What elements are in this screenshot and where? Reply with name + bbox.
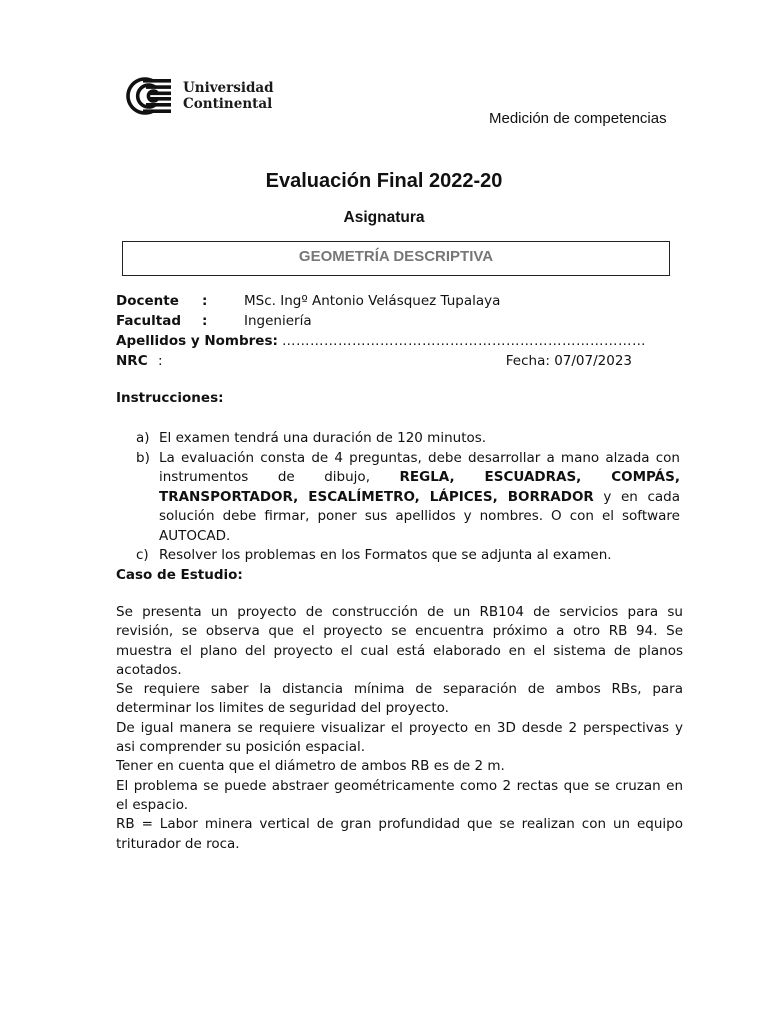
facultad-row xyxy=(116,312,676,332)
case-paragraph-5: El problema se puede abstraer geométricamente como 2 rectas que se cruzan en el espacio. xyxy=(116,777,683,813)
nrc-label: NRC xyxy=(116,353,148,369)
case-body xyxy=(116,603,683,854)
instruction-c xyxy=(116,546,680,566)
facultad-value: Ingeniería xyxy=(244,313,312,329)
apellidos-row xyxy=(116,332,676,352)
facultad-colon: : xyxy=(202,313,208,329)
subject-box: GEOMETRÍA DESCRIPTIVA xyxy=(122,241,670,276)
case-paragraph-3: De igual manera se requiere visualizar el proyecto en 3D desde 2 perspectivas y asi comprender su posición espacial. xyxy=(116,719,683,756)
instruction-a xyxy=(116,429,680,449)
case-paragraph-2: Se requiere saber la distancia mínima de separación de ambos RBs, para determinar los limites de seguridad del proyecto. xyxy=(116,681,683,717)
logo-text xyxy=(183,80,274,112)
apellidos-label: Apellidos y Nombres: xyxy=(116,333,278,349)
instructions-title: Instrucciones: xyxy=(116,390,224,406)
case-paragraph-1: Se presenta un proyecto de construcción de un RB104 de servicios para su revisión, se observa que el proyecto se encuentra próximo a otro RB 94. Se muestra el plano del proyecto el cual está elaborado en el sistema de planos acotados. xyxy=(116,604,683,678)
page-title: Evaluación Final 2022-20 xyxy=(265,170,503,192)
instruction-a-marker: a) xyxy=(136,430,150,446)
logo-line-1: Universidad xyxy=(183,80,274,96)
instruction-c-marker: c) xyxy=(136,547,149,563)
nrc-row xyxy=(116,352,676,372)
instruction-b-tools: REGLA, ESCUADRAS, COMPÁS, TRANSPORTADOR, ESCALÍMETRO, LÁPICES, BORRADOR xyxy=(159,469,680,505)
instruction-a-text: El examen tendrá una duración de 120 minutos. xyxy=(159,430,487,446)
instructions-list xyxy=(116,429,680,566)
nrc-colon: : xyxy=(158,353,163,369)
instruction-c-text: Resolver los problemas en los Formatos que se adjunta al examen. xyxy=(159,547,612,563)
university-logo xyxy=(113,76,274,116)
header-fields xyxy=(116,292,676,372)
case-paragraph-6: RB = Labor minera vertical de gran profundidad que se realizan con un equipo triturador de roca. xyxy=(116,816,683,852)
docente-value: MSc. Ingº Antonio Velásquez Tupalaya xyxy=(244,293,501,309)
instruction-b-text-1: La evaluación consta de 4 preguntas, debe desarrollar a mano alzada con instrumentos de dibujo, xyxy=(159,449,680,485)
apellidos-blank: …………………………………………………………………… xyxy=(282,333,646,349)
logo-line-2: Continental xyxy=(183,96,273,112)
facultad-label: Facultad xyxy=(116,313,182,329)
competencias-heading: Medición de competencias xyxy=(489,110,667,127)
case-title: Caso de Estudio: xyxy=(116,567,243,583)
docente-label: Docente xyxy=(116,293,179,309)
instruction-b-text-2: y en cada solución debe firmar, poner sus apellidos y nombres. O con el software AUTOCAD. xyxy=(159,488,680,544)
case-paragraph-4: Tener en cuenta que el diámetro de ambos RB es de 2 m. xyxy=(116,758,505,775)
instruction-b xyxy=(116,449,680,547)
subject-label: Asignatura xyxy=(343,209,425,226)
docente-row xyxy=(116,292,676,312)
docente-colon: : xyxy=(202,293,208,309)
instruction-b-marker: b) xyxy=(136,449,150,466)
fecha-value: Fecha: 07/07/2023 xyxy=(505,353,632,369)
continental-logo-icon xyxy=(113,76,175,116)
